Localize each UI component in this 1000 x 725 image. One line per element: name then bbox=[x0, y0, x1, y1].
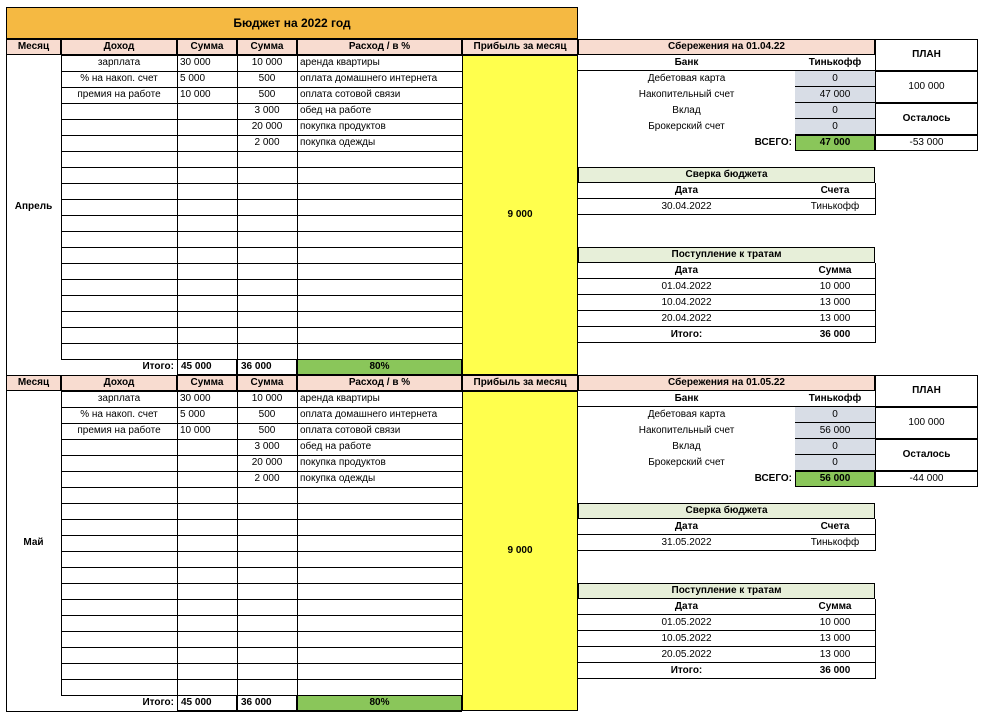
income-sum: 30 000 bbox=[180, 57, 211, 68]
expense-percent: 80% bbox=[297, 695, 462, 711]
income-row-date: 10.04.2022 bbox=[578, 295, 795, 311]
header-profit: Прибыль за месяц bbox=[462, 375, 578, 391]
header-expense-sum: Сумма bbox=[237, 375, 297, 391]
expense-label: обед на работе bbox=[300, 441, 372, 452]
income-row-date: 20.04.2022 bbox=[578, 311, 795, 327]
budget-check-account: Тинькофф bbox=[795, 535, 875, 551]
account-value: 0 bbox=[795, 119, 875, 135]
budget-check-date: 30.04.2022 bbox=[578, 199, 795, 215]
account-value: 0 bbox=[795, 455, 875, 471]
grid-line bbox=[61, 343, 462, 344]
income-row-sum: 13 000 bbox=[795, 295, 875, 311]
grid-line bbox=[875, 599, 876, 679]
grid-line bbox=[61, 487, 462, 488]
grid-line bbox=[61, 567, 462, 568]
income-row-sum: 13 000 bbox=[795, 647, 875, 663]
left-header: Осталось bbox=[875, 103, 978, 135]
monthly-profit: 9 000 bbox=[462, 55, 578, 375]
account-label: Брокерский счет bbox=[648, 121, 725, 132]
budget-check-accounts-header: Счета bbox=[795, 519, 875, 535]
plan-value: 100 000 bbox=[875, 71, 978, 103]
income-total: 45 000 bbox=[177, 359, 237, 375]
grid-line bbox=[61, 583, 462, 584]
income-row-sum: 13 000 bbox=[795, 631, 875, 647]
income-sum: 30 000 bbox=[180, 393, 211, 404]
income-sum: 10 000 bbox=[180, 89, 211, 100]
grid-line bbox=[61, 311, 462, 312]
account-value: 47 000 bbox=[795, 87, 875, 103]
expense-sum: 2 000 bbox=[254, 137, 280, 148]
income-row-sum: 10 000 bbox=[795, 279, 875, 295]
expense-percent: 80% bbox=[297, 359, 462, 375]
budget-check-date-header: Дата bbox=[578, 519, 795, 535]
expense-sum: 500 bbox=[258, 409, 276, 420]
account-label: Вклад bbox=[672, 105, 701, 116]
budget-check-title: Сверка бюджета bbox=[578, 167, 875, 183]
grid-line bbox=[61, 151, 462, 152]
grid-line bbox=[61, 647, 462, 648]
grid-line bbox=[61, 215, 462, 216]
grid-line bbox=[61, 503, 462, 504]
account-label: Накопительный счет bbox=[638, 89, 735, 100]
income-label: премия на работе bbox=[77, 89, 161, 100]
expense-label: обед на работе bbox=[300, 105, 372, 116]
savings-bank-name: Тинькофф bbox=[795, 55, 875, 71]
budget-check-date: 31.05.2022 bbox=[578, 535, 795, 551]
expense-sum: 500 bbox=[258, 73, 276, 84]
account-label: Накопительный счет bbox=[638, 425, 735, 436]
total-label: Итого: bbox=[142, 697, 174, 708]
savings-title: Сбережения на 01.05.22 bbox=[578, 375, 875, 391]
grid-line bbox=[61, 183, 462, 184]
header-expense: Расход / в % bbox=[297, 375, 462, 391]
plan-header: ПЛАН bbox=[875, 39, 978, 71]
savings-total-label: ВСЕГО: bbox=[754, 137, 792, 148]
grid-line bbox=[875, 519, 876, 551]
income-sum: 5 000 bbox=[180, 409, 206, 420]
grid-line bbox=[61, 263, 462, 264]
grid-line bbox=[61, 519, 462, 520]
income-amount-header: Сумма bbox=[795, 599, 875, 615]
month-name: Апрель bbox=[14, 201, 53, 212]
income-label: зарплата bbox=[97, 393, 141, 404]
expense-label: оплата сотовой связи bbox=[300, 425, 401, 436]
account-value: 0 bbox=[795, 71, 875, 87]
income-label: премия на работе bbox=[77, 425, 161, 436]
grid-line bbox=[61, 551, 462, 552]
header-expense-sum: Сумма bbox=[237, 39, 297, 55]
account-label: Дебетовая карта bbox=[647, 409, 726, 420]
grid-line bbox=[61, 199, 462, 200]
expense-label: покупка одежды bbox=[300, 473, 376, 484]
sheet-title: Бюджет на 2022 год bbox=[6, 7, 578, 39]
expense-sum: 20 000 bbox=[251, 457, 283, 468]
expense-label: оплата домашнего интернета bbox=[300, 73, 438, 84]
savings-total-label: ВСЕГО: bbox=[754, 473, 792, 484]
grid-line bbox=[61, 599, 462, 600]
account-label: Вклад bbox=[672, 441, 701, 452]
grid-line bbox=[61, 535, 462, 536]
left-value: -53 000 bbox=[875, 135, 978, 151]
grid-line bbox=[61, 279, 462, 280]
income-row-sum: 13 000 bbox=[795, 311, 875, 327]
expense-sum: 20 000 bbox=[251, 121, 283, 132]
expense-label: аренда квартиры bbox=[300, 57, 380, 68]
expense-label: покупка продуктов bbox=[300, 457, 386, 468]
header-income: Доход bbox=[61, 375, 177, 391]
grid-line bbox=[61, 247, 462, 248]
header-income-sum: Сумма bbox=[177, 39, 237, 55]
grid-line bbox=[875, 183, 876, 215]
account-value: 0 bbox=[795, 439, 875, 455]
savings-total: 56 000 bbox=[795, 471, 875, 487]
header-month: Месяц bbox=[6, 375, 61, 391]
account-label: Брокерский счет bbox=[648, 457, 725, 468]
expense-label: оплата домашнего интернета bbox=[300, 409, 438, 420]
grid-line bbox=[61, 295, 462, 296]
expense-sum: 500 bbox=[258, 425, 276, 436]
savings-bank-header: Банк bbox=[578, 391, 795, 407]
income-row-date: 01.04.2022 bbox=[578, 279, 795, 295]
income-row-sum: 10 000 bbox=[795, 615, 875, 631]
income-row-date: 20.05.2022 bbox=[578, 647, 795, 663]
expense-total: 36 000 bbox=[237, 695, 297, 711]
budget-check-title: Сверка бюджета bbox=[578, 503, 875, 519]
account-label: Дебетовая карта bbox=[647, 73, 726, 84]
income-date-header: Дата bbox=[578, 599, 795, 615]
income-to-spend-title: Поступление к тратам bbox=[578, 247, 875, 263]
expense-label: покупка одежды bbox=[300, 137, 376, 148]
budget-check-account: Тинькофф bbox=[795, 199, 875, 215]
header-expense: Расход / в % bbox=[297, 39, 462, 55]
header-profit: Прибыль за месяц bbox=[462, 39, 578, 55]
grid-line bbox=[61, 663, 462, 664]
budget-check-accounts-header: Счета bbox=[795, 183, 875, 199]
month-name: Май bbox=[23, 537, 44, 548]
expense-sum: 10 000 bbox=[251, 393, 283, 404]
grid-line bbox=[61, 615, 462, 616]
total-label: Итого: bbox=[142, 361, 174, 372]
income-amount-header: Сумма bbox=[795, 263, 875, 279]
income-sum-total: 36 000 bbox=[795, 327, 875, 343]
account-value: 0 bbox=[795, 103, 875, 119]
income-total-label: Итого: bbox=[578, 327, 795, 343]
header-income: Доход bbox=[61, 39, 177, 55]
header-income-sum: Сумма bbox=[177, 375, 237, 391]
grid-line bbox=[61, 327, 462, 328]
expense-sum: 3 000 bbox=[254, 441, 280, 452]
savings-title: Сбережения на 01.04.22 bbox=[578, 39, 875, 55]
expense-sum: 500 bbox=[258, 89, 276, 100]
left-value: -44 000 bbox=[875, 471, 978, 487]
expense-total: 36 000 bbox=[237, 359, 297, 375]
left-header: Осталось bbox=[875, 439, 978, 471]
income-label: % на накоп. счет bbox=[80, 73, 158, 84]
income-label: зарплата bbox=[97, 57, 141, 68]
income-sum: 5 000 bbox=[180, 73, 206, 84]
grid-line bbox=[875, 263, 876, 343]
income-sum: 10 000 bbox=[180, 425, 211, 436]
income-label: % на накоп. счет bbox=[80, 409, 158, 420]
expense-label: покупка продуктов bbox=[300, 121, 386, 132]
expense-label: аренда квартиры bbox=[300, 393, 380, 404]
monthly-profit: 9 000 bbox=[462, 391, 578, 711]
income-row-date: 01.05.2022 bbox=[578, 615, 795, 631]
income-to-spend-title: Поступление к тратам bbox=[578, 583, 875, 599]
income-total: 45 000 bbox=[177, 695, 237, 711]
income-sum-total: 36 000 bbox=[795, 663, 875, 679]
grid-line bbox=[61, 231, 462, 232]
grid-line bbox=[61, 679, 462, 680]
grid-line bbox=[61, 631, 462, 632]
savings-bank-header: Банк bbox=[578, 55, 795, 71]
income-date-header: Дата bbox=[578, 263, 795, 279]
savings-total: 47 000 bbox=[795, 135, 875, 151]
expense-label: оплата сотовой связи bbox=[300, 89, 401, 100]
expense-sum: 10 000 bbox=[251, 57, 283, 68]
income-row-date: 10.05.2022 bbox=[578, 631, 795, 647]
income-total-label: Итого: bbox=[578, 663, 795, 679]
expense-sum: 3 000 bbox=[254, 105, 280, 116]
plan-header: ПЛАН bbox=[875, 375, 978, 407]
account-value: 0 bbox=[795, 407, 875, 423]
plan-value: 100 000 bbox=[875, 407, 978, 439]
savings-bank-name: Тинькофф bbox=[795, 391, 875, 407]
grid-line bbox=[61, 167, 462, 168]
account-value: 56 000 bbox=[795, 423, 875, 439]
expense-sum: 2 000 bbox=[254, 473, 280, 484]
budget-check-date-header: Дата bbox=[578, 183, 795, 199]
grid-line bbox=[6, 711, 462, 712]
header-month: Месяц bbox=[6, 39, 61, 55]
